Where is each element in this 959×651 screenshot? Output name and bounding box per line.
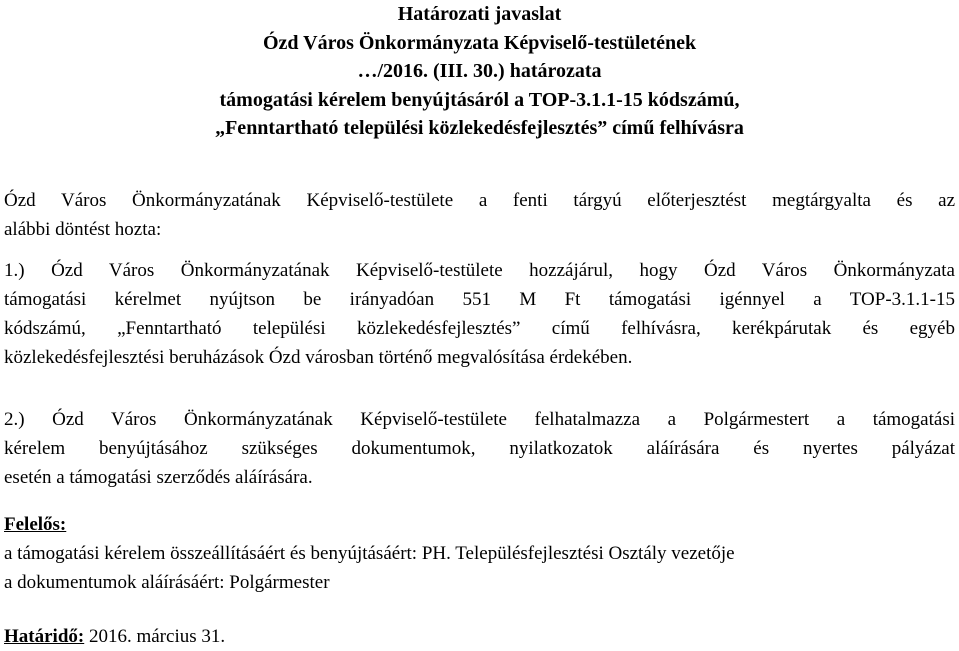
point1-line: közlekedésfejlesztési beruházások Ózd városban történő megvalósítása érdekében. xyxy=(4,347,633,368)
point1-line: támogatási kérelmet nyújtson be irányadóan 551 M Ft támogatási igénnyel a TOP-3.1.1-15 xyxy=(4,289,955,310)
deadline-section xyxy=(4,622,955,651)
responsible-line: a dokumentumok aláírásáért: Polgármester xyxy=(4,572,330,593)
deadline-label: Határidő: xyxy=(4,626,85,647)
point1-line: 1.) Ózd Város Önkormányzatának Képviselő-testülete hozzájárul, hogy Ózd Város Önkormányzata xyxy=(4,260,955,281)
deadline-row xyxy=(4,622,955,651)
title-line-number: …/2016. (III. 30.) határozata xyxy=(357,60,602,82)
responsible-section xyxy=(4,510,955,597)
document-page xyxy=(4,0,955,647)
title-line-heading: Határozati javaslat xyxy=(397,3,562,25)
point2-line: esetén a támogatási szerződés aláírására. xyxy=(4,467,313,488)
point2-line: kérelem benyújtásához szükséges dokumentumok, nyilatkozatok aláírására és nyertes pályázat xyxy=(4,438,955,459)
title-line-subject: támogatási kérelem benyújtásáról a TOP-3.1.1-15 kódszámú, xyxy=(219,88,740,111)
point1-line: kódszámú, „Fenntartható települési közlekedésfejlesztés” című felhívásra, kerékpárutak és egyéb xyxy=(4,318,955,339)
responsible-label: Felelős: xyxy=(4,514,67,535)
intro-paragraph xyxy=(4,186,955,244)
responsible-line: a támogatási kérelem összeállításáért és benyújtásáért: PH. Településfejlesztési Osztály vezetője xyxy=(4,543,735,564)
title-line-call: „Fenntartható települési közlekedésfejlesztés” című felhívásra xyxy=(215,117,744,139)
title-line-body: Ózd Város Önkormányzata Képviselő-testületének xyxy=(262,31,697,54)
deadline-value: 2016. március 31. xyxy=(84,626,226,647)
resolution-title xyxy=(4,0,955,143)
decision-point-2 xyxy=(4,405,955,492)
intro-line: Ózd Város Önkormányzatának Képviselő-testülete a fenti tárgyú előterjesztést megtárgyalta és az xyxy=(4,190,955,211)
decision-point-1 xyxy=(4,256,955,372)
intro-line: alábbi döntést hozta: xyxy=(4,219,162,240)
point2-line: 2.) Ózd Város Önkormányzatának Képviselő-testülete felhatalmazza a Polgármestert a támogatási xyxy=(4,409,955,430)
